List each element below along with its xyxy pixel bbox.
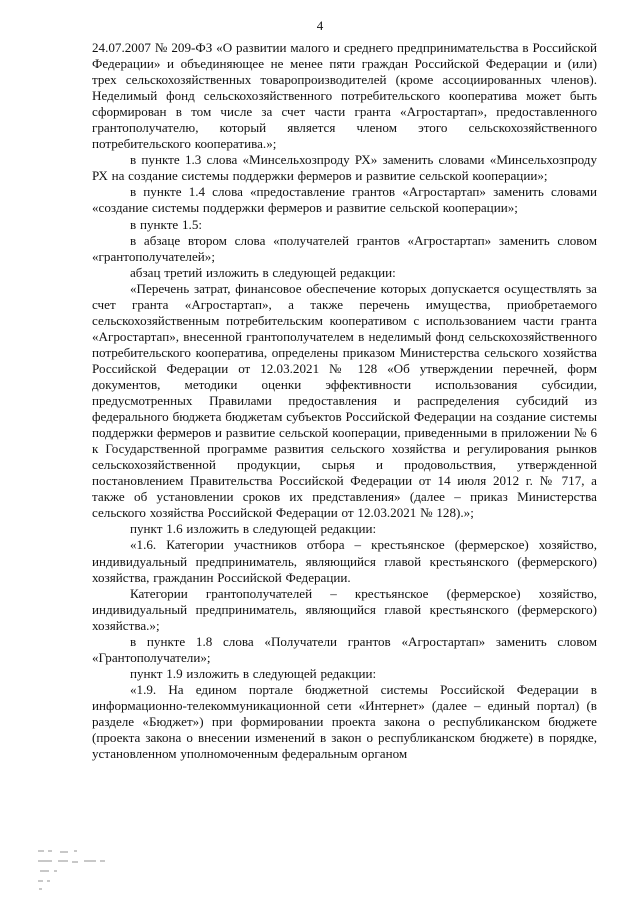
- paragraph-clause-1-5-abzac-2: в абзаце втором слова «получателей грантов «Агростартап» заменить словом «грантополучателей»;: [92, 232, 597, 264]
- document-body: [92, 40, 597, 762]
- paragraph-clause-1-8: в пункте 1.8 слова «Получатели грантов «Агростартап» заменить словом «Грантополучатели»;: [92, 633, 597, 665]
- paragraph-clause-1-4: в пункте 1.4 слова «предоставление грантов «Агростартап» заменить словами «создание системы поддержки фермеров и развитие сельской кооперации»;: [92, 184, 597, 216]
- faint-scan-stamp: [38, 848, 118, 894]
- page-number: 4: [316, 18, 324, 33]
- paragraph-clause-1-6-participants: «1.6. Категории участников отбора – крестьянское (фермерское) хозяйство, индивидуальный предприниматель, являющийся главой крестьянского (фермерского) хозяйства, гражданин Российской Федерации.: [92, 537, 597, 585]
- paragraph-clause-1-5-heading: в пункте 1.5:: [130, 216, 203, 232]
- paragraph-clause-1-6-grantees: Категории грантополучателей – крестьянское (фермерское) хозяйство, индивидуальный предприниматель, являющийся главой крестьянского (фермерского) хозяйства.»;: [92, 585, 597, 633]
- paragraph-clause-1-5-abzac-3-heading: абзац третий изложить в следующей редакции:: [130, 264, 396, 280]
- paragraph-expense-list: «Перечень затрат, финансовое обеспечение которых допускается осуществлять за счет гранта «Агростартап», а также перечень имущества, приобретаемого сельскохозяйственным потребительским кооперативом с использованием части гранта «Агростартап», внесенной грантополучателем в неделимый фонд сельскохозяйственного потребительского кооператива, определены приказом Министерства сельского хозяйства Российской Федерации от 12.03.2021 № 128 «Об утверждении перечней, форм документов, методики оценки эффективности использования субсидии, предусмотренных Правилами предоставления и распределения субсидий из федерального бюджета бюджетам субъектов Российской Федерации на создание системы поддержки фермеров и развитие сельской кооперации, приведенными в приложении № 6 к Государственной программе развития сельского хозяйства и регулирования рынков сельскохозяйственной продукции, сырья и продовольствия, утвержденной постановлением Правительства Российской Федерации от 14 июля 2012 г. № 717, а также об установлении сроков их представления» (далее – приказ Министерства сельского хозяйства Российской Федерации от 12.03.2021 № 128).»;: [92, 280, 597, 521]
- paragraph-clause-1-9-heading: пункт 1.9 изложить в следующей редакции:: [130, 665, 377, 681]
- paragraph-continuation: 24.07.2007 № 209-ФЗ «О развитии малого и среднего предпринимательства в Российской Федерации» и объединяющее не менее пяти граждан Российской Федерации и (или) трех сельскохозяйственных товаропроизводителей (кроме ассоциированных членов). Неделимый фонд сельскохозяйственного потребительского кооператива может быть сформирован в том числе за счет части гранта «Агростартап», предоставленного грантополучателю, который является членом этого сельскохозяйственного потребительского кооператива.»;: [92, 40, 597, 152]
- paragraph-clause-1-3: в пункте 1.3 слова «Минсельхозпроду РХ» заменить словами «Минсельхозпроду РХ на создание системы поддержки фермеров и развитие сельской кооперации»;: [92, 152, 597, 184]
- paragraph-clause-1-9-text: «1.9. На едином портале бюджетной системы Российской Федерации в информационно-телекоммуникационной сети «Интернет» (далее – единый портал) (в разделе «Бюджет») при формировании проекта закона о республиканском бюджете (проекта закона о внесении изменений в закон о республиканском бюджете) в порядке, установленном уполномоченным федеральным органом: [92, 681, 597, 762]
- paragraph-clause-1-6-heading: пункт 1.6 изложить в следующей редакции:: [130, 521, 377, 537]
